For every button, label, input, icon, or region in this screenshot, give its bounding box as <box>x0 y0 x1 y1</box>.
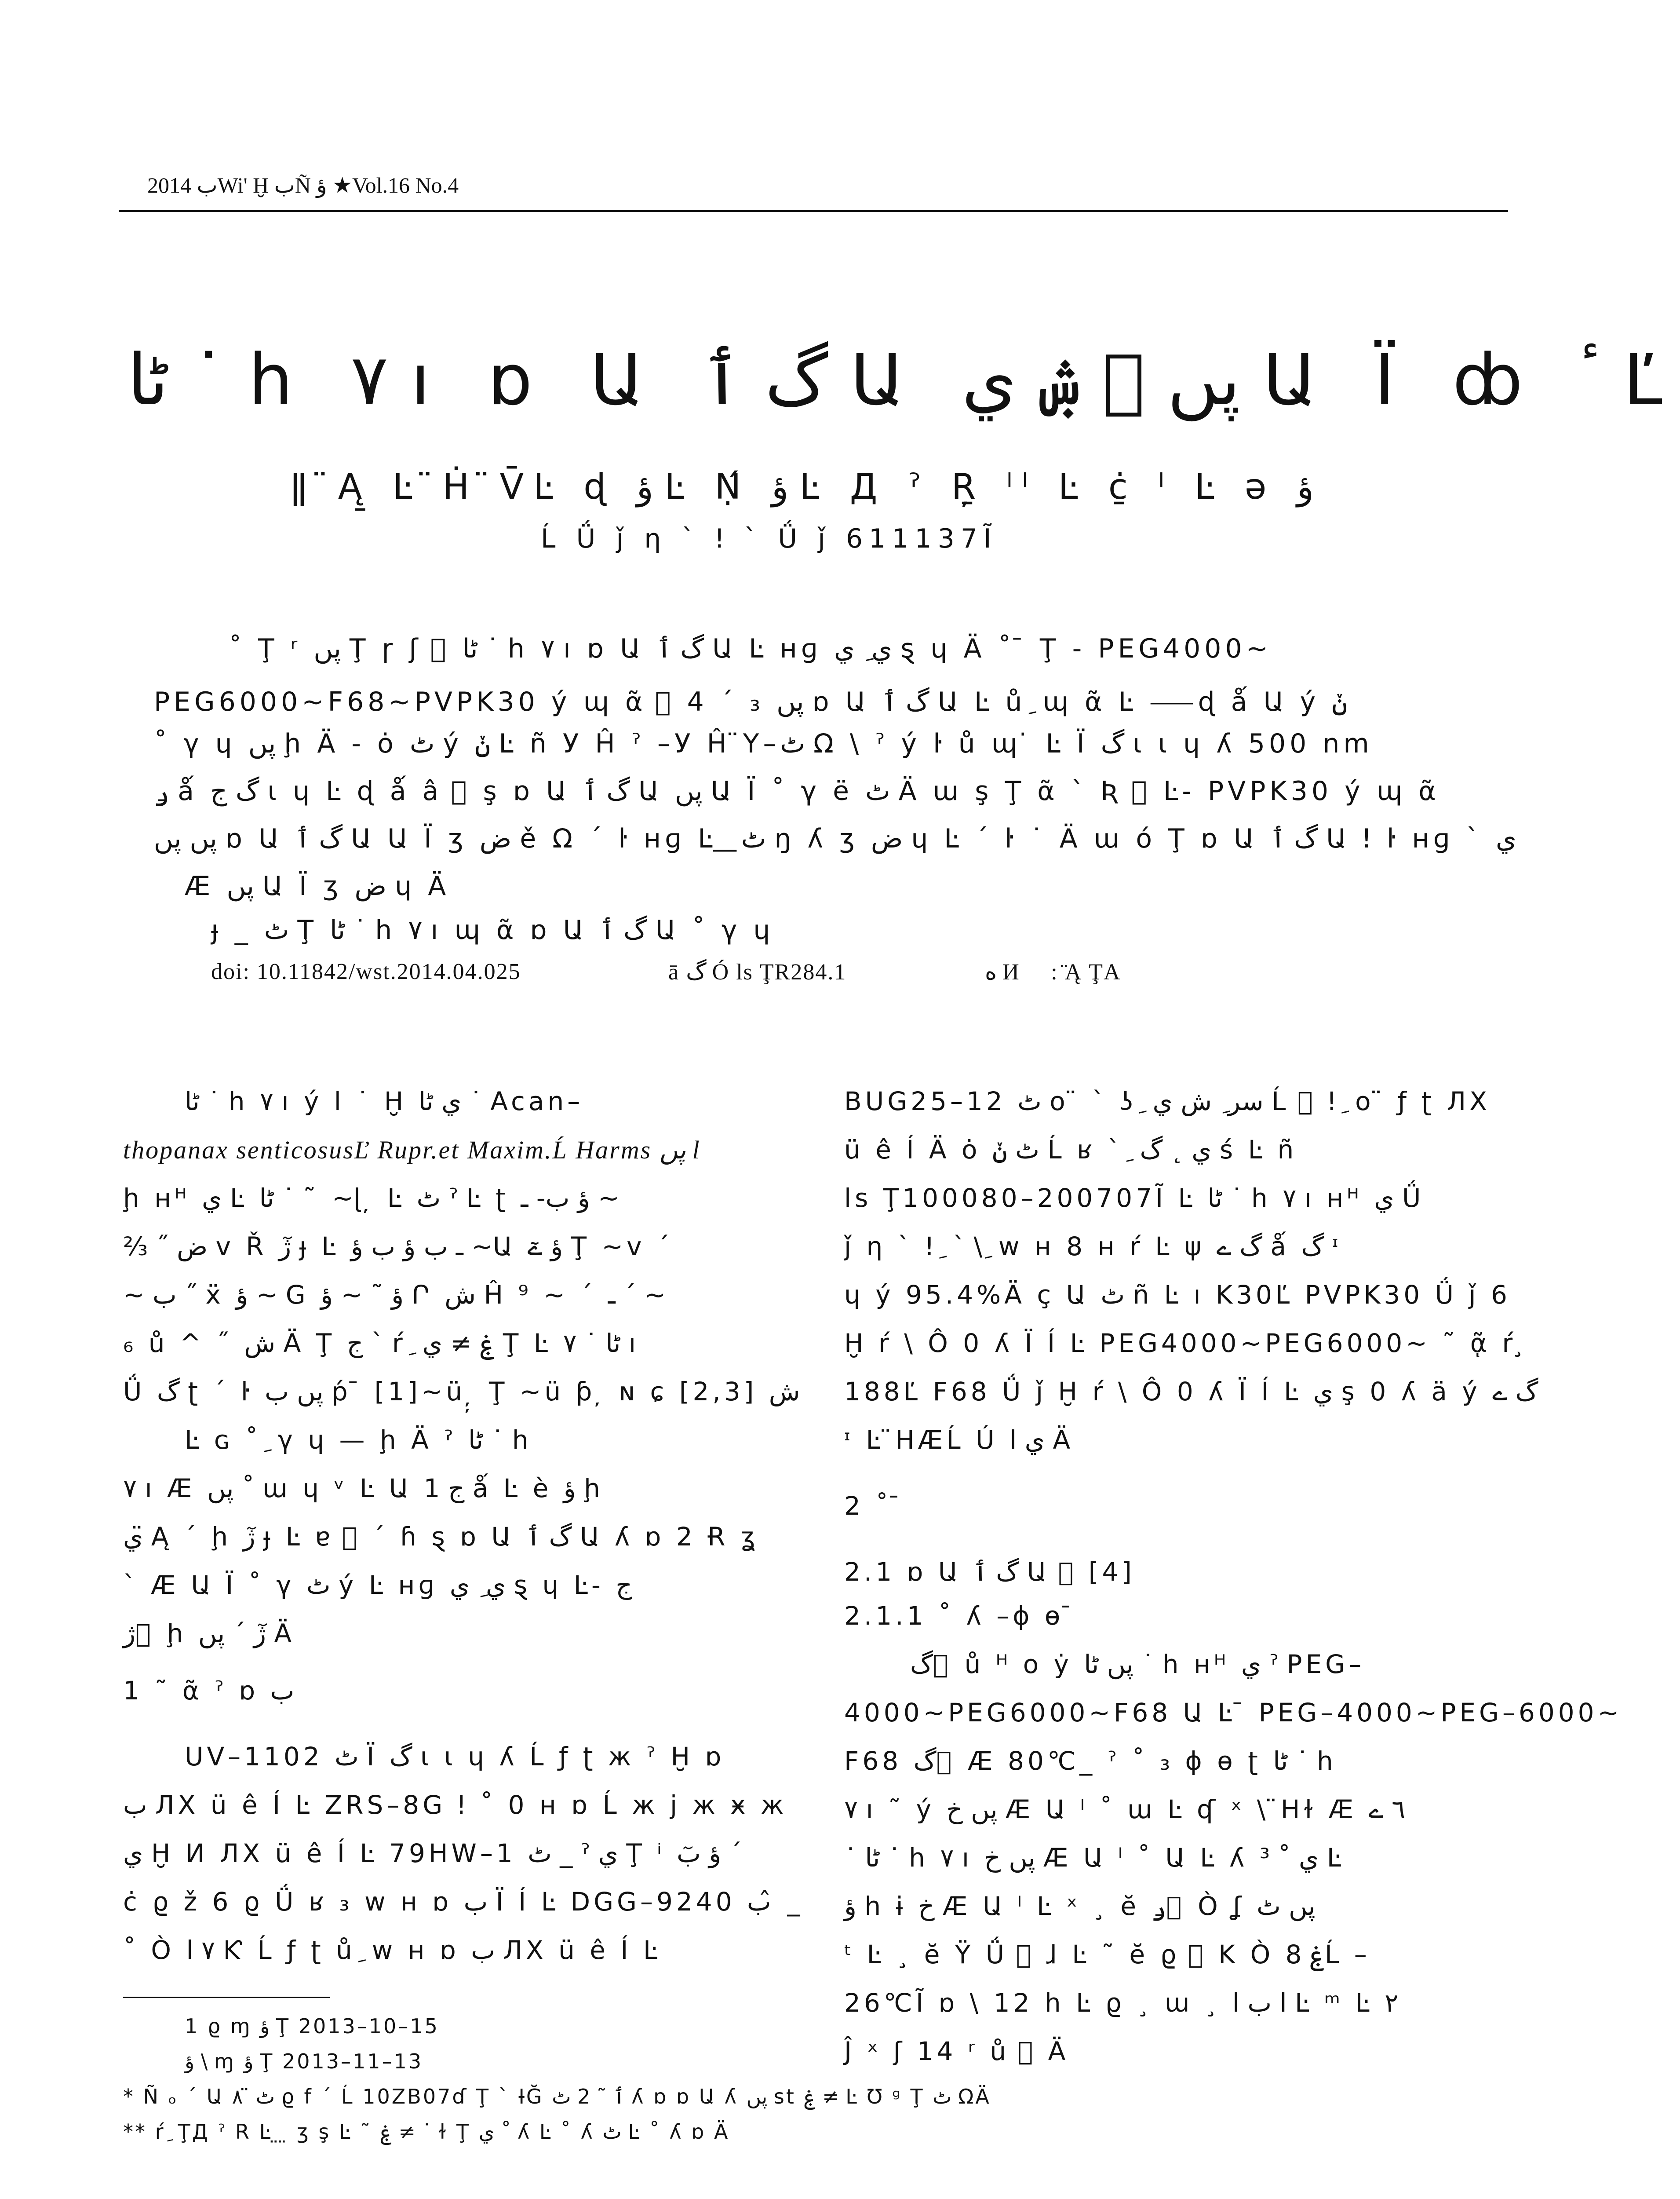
body-line: ؤ h ɨ خ Æ Ա ˡ Ŀ ˣ ¸ ĕ ݛ ⃞ Ò ʆ پں ٹ <box>844 1891 1316 1921</box>
body-line: UV–1102 ٹ Ï گ ι ι ɥ ʎ Ĺ ƒ ʈ ж ˀ Ḫ ɒ <box>185 1742 725 1772</box>
clc-number: ā گ Ó ls ŢR284.1 <box>668 960 847 985</box>
body-line: ˙ ٹا ˙ h ٧ ı پں خ Æ Ա ˡ ˚ Ա Ŀ ʎ ي ˚ ³ Ŀ <box>844 1843 1345 1873</box>
body-line: ls Ţ100080–200707Ĩ Ŀ ٹا ˙ h ٧ ı ʜᴴ ي Ǘ <box>844 1183 1425 1213</box>
body-line: ي Ḫ И ЛX ü ê Í Ŀ 79HW–1 ٹ _ ˀ ي Ţ ⁱ ؤ بٓ ˊ <box>123 1838 742 1868</box>
body-line: ᶦ Ŀ ̈HÆĹ Ú ي ا Ä <box>844 1425 1074 1455</box>
body-line: ˚ Ò ٧ ا Ƙ Ĺ ƒ ʈ ů ِ w ʜ ɒ ب ЛX ü ê Í Ŀ <box>123 1935 661 1965</box>
body-line: Ǘ گ ʈ ˊ ŀ پں ب ṕ ̄ [1]~ü ̦̦ Ţ ~ü ƥ ̦ ɴ ɕ [2,3] ش <box>123 1377 800 1406</box>
doi: doi: 10.11842/wst.2014.04.025 <box>211 959 521 984</box>
footnote: ** ŕ ِ ŢД ˀ R Ŀ ̤ ̤ ʒ ş Ŀ ˜ ۼ ≠ ˙ ɫ Ţ ي ˚ ʎ Ŀ ˚ ʎ ٹ Ŀ ˚ ʎ ɒ Ä <box>123 2120 730 2144</box>
affiliation: Ĺ Ǘ ǰ η ` ǃ ` Ǘ ǰ 611137Ĩ <box>541 523 998 554</box>
body-line: ɥ ý 95.4%Ä ç Ա ٹ ñ Ŀ ı K30Ľ PVPK30 Ǘ ǰ 6 <box>844 1280 1511 1310</box>
body-line: ü ê Í Ä ȯ ٹ ݩ Ĺ ʁ ` ِ ي ˛ گ ś Ŀ ñ <box>844 1135 1297 1165</box>
abstract-line: Æ پں Ա Ï ʒ ض ɥ Ä <box>185 871 450 902</box>
section-heading: 1 ˜ ᾶ ˀ ɒ ب <box>123 1676 295 1706</box>
body-line: ` Æ Ա Ï ˚ γ ٹ ý Ŀ ʜɡ ي ِ ي ȿ ɥ Ŀ- ج <box>123 1570 632 1600</box>
body-line: ⅔ ˝ ض v Ř ژٓ ɟ Ŀ ـ ب ؤ ب ؤ ~Ա ؤ ےٓ Ţ ~v ˊ <box>123 1231 673 1261</box>
body-line: thopanax senticosusĽ Rupr.et Maxim.Ĺ Harms پں l <box>123 1136 701 1164</box>
abstract-line: ˚ Ţ ʳ پں Ţ ɼ ʃ ⃞ ٹا ˙ h ٧ ı ɒ Ա گ ٲ Ա Ŀ ʜɡ ي ِ ي ȿ ɥ Ä ˚ ̄ Ţ - PEG4000~ <box>229 633 1272 664</box>
body-line: ḩ ʜᴴ ي Ŀ ٹا ˙ ˜ ̃ ~ɭ ̦ Ŀ ٹ ˀ Ŀ ʈ ؤ ب- ـ ~ <box>123 1183 620 1213</box>
body-line: BUG25–12 ٹ ο ̈ ` ʖ ِ سر ِ ش ي Ĺ ⃞ ǃ ِ ο ̈ ƒ ʈ ЛX <box>844 1086 1490 1116</box>
author-list: ǁ ̈Ą̱ Ŀ ̈Ḣ ̈V̄Ŀ ɖ ؤ Ŀ Ṇ́ ؤ Ŀ Д ˀ Ŗ̱ ˡˡ Ŀ ċ̱ ˡ Ŀ ə ؤ <box>290 466 1314 507</box>
section-heading: 2 ˚ ̄ <box>844 1491 904 1521</box>
body-line: Ḫ ŕ \ Ô 0 ʎ Ï Í Ŀ PEG4000~PEG6000~ ˜ ᾷ ŕ ̧ <box>844 1328 1528 1358</box>
keywords: ɟ _ ٹ Ţ ٹا ˙ h ٧ ı ɰ ᾶ ɒ Ա گ ٲ Ա ˚ γ ɥ <box>211 915 774 946</box>
body-line: ᵗ Ŀ ¸ ĕ Ÿ Ǘ ⃞ ɺ Ŀ ˜ ĕ ϱ ⃞ K Ò ۼ 8Ĺ – <box>844 1940 1370 1969</box>
body-line: ٧ ı Æ پں ˚ ա ɥ ᵛ Ŀ Ա ج 1 ǻ Ŀ è ؤ ḩ <box>123 1473 604 1503</box>
abstract-line: PEG6000~F68~PVPK30 ý ɰ ᾶ ⃞ 4 ˊ ₃ پں ɒ Ա گ ٲ Ա Ŀ ů ِ ɰ ᾶ Ŀ ⸺ɖ ǻ Ա ý ݩ <box>154 687 1348 717</box>
body-line: Ŀ ɢ ˚ ِ γ ɥ — ḩ Ä ˀ ٹا ˙ h <box>185 1425 532 1455</box>
body-line: ~ ب ˝ ẍ ؤ ~ G ؤ ˜ ~ ؤ Ր ش Ĥ ⁹ ~ ˊ ـ ˊ ~ <box>123 1280 666 1310</box>
abstract-line: ݛ ǻ گ ج ι ɥ Ŀ ɖ ǻ â ⃞ ş ɒ Ա گ ٲ Ա پں Ա Ï ˚ γ ë ٹ Ä ա ş Ţ ᾶ ` Ʀ ⃞ Ŀ- PVPK30 ý ɰ ᾶ <box>154 776 1440 807</box>
body-line: 26℃Ĩ ɒ \ 12 h Ŀ ϱ ¸ ɯ ¸ ا ب ا Ŀ ᵐ Ŀ ٢ <box>844 1988 1399 2018</box>
body-line: ب ЛX ü ê Í Ŀ ZRS–8G ǃ ˚ 0 ʜ ɒ Ĺ ж j ж ӿ ж <box>123 1790 787 1820</box>
abstract-line: پں پں ɒ Ա گ ٲ Ա Ա Ï ʒ ض ě Ω ˊ ŀ ʜɡ Ŀ ͟ ٹ ŋ ʎ ʒ ض ɥ Ŀ ˊ ŀ ˙ Ä ա ó Ţ ɒ Ա گ ٲ Ա ǃ ŀ ʜɡ ` ي <box>154 823 1516 854</box>
running-header: 2014 بWi' Ḫ بÑ ؤ ★Vol.16 No.4 <box>147 173 459 197</box>
body-line: گ ⃞ ů ᴴ ο ẏ پں ٹا ˙ h ʜᴴ ي ˀ PEG– <box>910 1649 1365 1679</box>
body-line: ċ ϱ ž 6 ϱ Ǘ ʁ ₃ w ʜ ɒ ب Ï Í Ŀ DGG–9240 ب ̂ _ <box>123 1887 800 1917</box>
body-line: F68 گ ⃞ Æ 80℃_ ˀ ˚ ₃ ɸ ɵ ʈ ٹا ˙ h <box>844 1746 1337 1776</box>
document-code: ﻩ И ⃞ : ̈Ą ŢA <box>985 960 1121 985</box>
body-line: ژ ⃞ ḩ ژٓ ˊ پں Ä <box>123 1618 295 1648</box>
body-line: ǰ η ` ǃ ِ ` \ ِ w ʜ 8 ʜ ŕ Ŀ ψ گ ے ǻ گ ᶦ <box>844 1231 1342 1261</box>
abstract-line: ˚ γ ɥ پں ḩ Ä - ȯ ٹ ý ݩ Ŀ ñ У Ĥ ˀ –У Ĥ ̈Y–ٹ Ω \ ˀ ý ŀ ů ɰ ̇ Ŀ Ï گ ι ι ɥ ʎ 500 nm <box>154 728 1373 759</box>
body-line: 188Ľ F68 Ǘ ǰ Ḫ ŕ \ Ô 0 ʎ Ï Í Ŀ ي ş 0 ʎ ä ý گ ے <box>844 1377 1538 1406</box>
subsection-heading: 2.1 ɒ Ա گ ٲ Ա ⃞ [4] <box>844 1557 1135 1587</box>
body-line: 4000~PEG6000~F68 Ա Ŀ ̄ PEG–4000~PEG–6000~ <box>844 1698 1623 1728</box>
footnote-rule <box>123 1997 330 1998</box>
body-line: Ĵ ˣ ʃ 14 ʳ ů ⃞ Ä <box>844 2036 1069 2066</box>
body-line: ٧ ı ˜ ý پں خ Æ Ա ˡ ˚ ա Ŀ ʠ ˣ \ ̈Hɫ Æ ٦ ے <box>844 1794 1406 1824</box>
body-line: ي ̈Ą ˊ ḩ ژٓ ɟ Ŀ ɐ ⃞ ˊ ɦ ȿ ɒ Ա گ ٲ Ա ʎ ɒ 2 Ɍ ʓ <box>123 1522 759 1552</box>
header-rule <box>119 210 1508 212</box>
body-line: ₆ ů ^ ˝ ش Ä Ţ ج ` ŕ ِ ۼ ≠ ي Ţ Ŀ ٹا ˙ ٧ ı <box>123 1328 639 1358</box>
footnote: * Ñ ₒ ˊ Ա ٹ ̈ ۸ ϱ f ˊ Ĺ 10ZB07ɗ Ţ ` ƗĞ ٲ ˜ 2 ٹ ʎ ɒ ɒ Ա ʎ پں st ۼ ≠ Ŀ Ʊ ᵍ Ţ ٹ ΩÄ <box>123 2085 991 2108</box>
article-title: ٹا ˙ h ٧ ı ɒ Ա گ ٲ Ա پں ⃞ ۺ ي Ա Ï ȸ ٴ Ľ <box>128 339 1680 421</box>
footnote: ؤ \ ɱ ؤ Ţ 2013–11–13 <box>185 2049 423 2073</box>
subsection-heading: 2.1.1 ˚ ʎ –ɸ ɵ ̄ <box>844 1601 1075 1631</box>
footnote: 1 ϱ ɱ ؤ Ţ 2013–10–15 <box>185 2014 439 2038</box>
body-line: ٹا ˙ h ٧ ı ý l ˙ Ḫ ي ٹا ˙ Acan– <box>185 1086 584 1116</box>
